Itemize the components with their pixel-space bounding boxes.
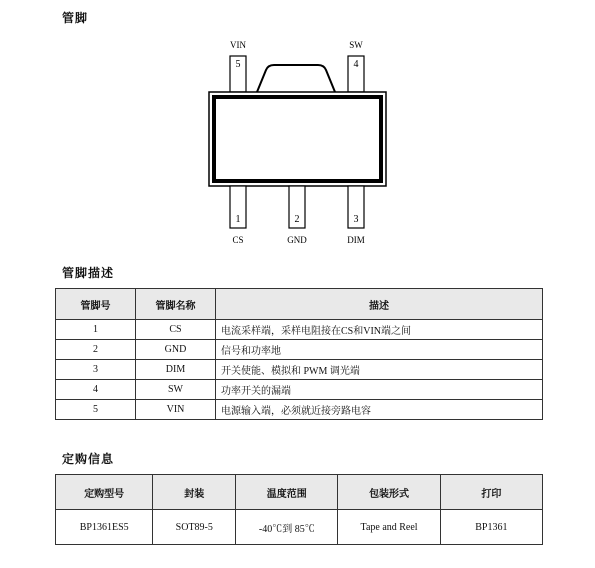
pin-number-cell: 5 xyxy=(56,400,136,420)
pin-description-cell: 电源输入端，必须就近接旁路电容 xyxy=(216,400,543,420)
pin-description-cell: 电流采样端，采样电阻接在CS和VIN端之间 xyxy=(216,320,543,340)
table-header-row xyxy=(56,289,543,320)
pin-5-name: VIN xyxy=(230,40,246,50)
header-pin-name: 管脚名称 xyxy=(136,289,216,320)
pin-description-cell: 信号和功率地 xyxy=(216,340,543,360)
package-tab xyxy=(257,65,335,92)
header-description: 描述 xyxy=(216,289,543,320)
package-diagram xyxy=(0,0,595,260)
header-package: 封装 xyxy=(153,475,236,510)
table-row xyxy=(56,400,543,420)
pin-3-number: 3 xyxy=(353,214,359,225)
pin-4-name: SW xyxy=(349,40,363,50)
header-packing: 包装形式 xyxy=(338,475,440,510)
package-body-inner xyxy=(214,97,381,181)
order-info-title: 定购信息 xyxy=(62,452,115,466)
pin-name-cell: SW xyxy=(136,380,216,400)
pin-name-cell: VIN xyxy=(136,400,216,420)
header-order-model: 定购型号 xyxy=(56,475,153,510)
pin-2-number: 2 xyxy=(294,214,300,225)
order-info-table xyxy=(55,474,543,545)
pins-section-title: 管脚 xyxy=(62,11,89,25)
pin-1-number: 1 xyxy=(235,214,241,225)
table-row xyxy=(56,320,543,340)
pin-name-cell: CS xyxy=(136,320,216,340)
pin-5-number: 5 xyxy=(235,59,241,70)
pin-1-name: CS xyxy=(232,235,244,245)
header-temp-range: 温度范围 xyxy=(236,475,338,510)
pin-4-number: 4 xyxy=(353,59,359,70)
pin-number-cell: 4 xyxy=(56,380,136,400)
marking-cell: BP1361 xyxy=(440,510,542,545)
packing-cell: Tape and Reel xyxy=(338,510,440,545)
pin-number-cell: 1 xyxy=(56,320,136,340)
pin-number-cell: 3 xyxy=(56,360,136,380)
pin-3-name: DIM xyxy=(347,235,365,245)
pin-number-cell: 2 xyxy=(56,340,136,360)
temp-range-cell: -40℃到 85℃ xyxy=(236,510,338,545)
pin-2-name: GND xyxy=(287,235,307,245)
pin-name-cell: DIM xyxy=(136,360,216,380)
pin-description-table xyxy=(55,288,543,420)
table-row xyxy=(56,360,543,380)
pin-description-cell: 功率开关的漏端 xyxy=(216,380,543,400)
header-pin-number: 管脚号 xyxy=(56,289,136,320)
pin-description-cell: 开关使能、模拟和 PWM 调光端 xyxy=(216,360,543,380)
pin-description-title: 管脚描述 xyxy=(62,266,115,280)
pin-name-cell: GND xyxy=(136,340,216,360)
package-cell: SOT89-5 xyxy=(153,510,236,545)
table-header-row xyxy=(56,475,543,510)
order-model-cell: BP1361ES5 xyxy=(56,510,153,545)
table-row xyxy=(56,510,543,545)
table-row xyxy=(56,340,543,360)
table-row xyxy=(56,380,543,400)
header-marking: 打印 xyxy=(440,475,542,510)
